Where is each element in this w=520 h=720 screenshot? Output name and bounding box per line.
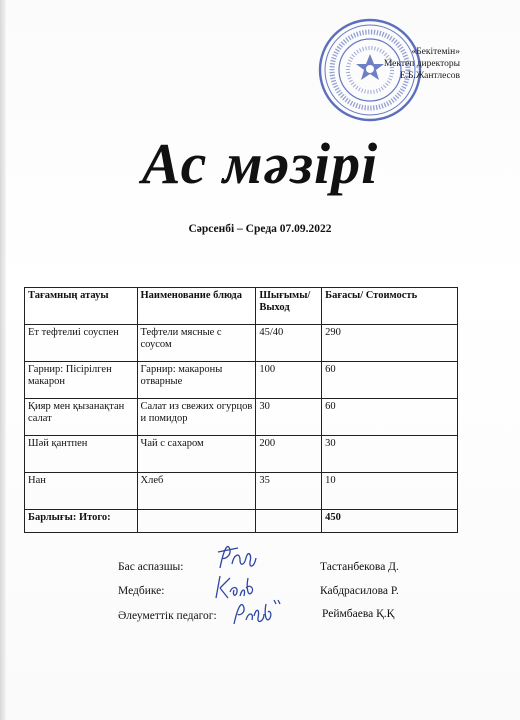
column-header: Наименование блюда	[137, 288, 256, 325]
handwritten-signature	[230, 594, 284, 630]
table-cell-empty	[137, 510, 256, 533]
table-cell: Гарнир: макароны отварные	[137, 362, 256, 399]
table-row	[25, 362, 458, 399]
column-header: Бағасы/ Стоимость	[322, 288, 458, 325]
approval-block	[360, 46, 460, 82]
table-cell: 30	[256, 399, 322, 436]
page-edge-shadow	[0, 0, 6, 720]
table-cell: Тефтели мясные с соусом	[137, 325, 256, 362]
table-cell: Салат из свежих огурцов и помидор	[137, 399, 256, 436]
table-cell: Хлеб	[137, 473, 256, 510]
table-cell-empty	[256, 510, 322, 533]
signature-name-social-pedagogue: Реймбаева Қ.Қ	[322, 608, 395, 620]
page-title: Ас мәзірі	[141, 131, 379, 196]
table-row	[25, 473, 458, 510]
table-cell: 35	[256, 473, 322, 510]
menu-table	[24, 287, 458, 533]
total-label: Барлығы: Итого:	[25, 510, 138, 533]
signature-name-chef: Тастанбекова Д.	[320, 561, 399, 573]
approval-line-1: «Бекітемін»	[411, 47, 460, 57]
table-cell: Ет тефтелиі соуспен	[25, 325, 138, 362]
table-cell: 100	[256, 362, 322, 399]
column-header: Тағамның атауы	[25, 288, 138, 325]
signature-role-social-pedagogue: Әлеуметтік педагог:	[118, 610, 217, 622]
signature-role-chef: Бас аспазшы:	[118, 561, 184, 573]
table-cell: 60	[322, 362, 458, 399]
approval-line-2: Мектеп директоры	[383, 59, 460, 69]
table-total-row	[25, 510, 458, 533]
table-row	[25, 325, 458, 362]
table-cell: Шәй қантпен	[25, 436, 138, 473]
table-cell: 60	[322, 399, 458, 436]
table-cell: 200	[256, 436, 322, 473]
table-header-row	[25, 288, 458, 325]
total-value: 450	[322, 510, 458, 533]
table-cell: 10	[322, 473, 458, 510]
column-header: Шығымы/ Выход	[256, 288, 322, 325]
table-cell: 30	[322, 436, 458, 473]
signature-name-nurse: Кабдрасилова Р.	[320, 585, 399, 597]
table-cell: Гарнир: Пісірілген макарон	[25, 362, 138, 399]
approval-line-3: Е.Б.Жантлесов	[399, 71, 460, 81]
table-row	[25, 436, 458, 473]
table-cell: Чай с сахаром	[137, 436, 256, 473]
date-subtitle: Сәрсенбі – Среда 07.09.2022	[188, 223, 332, 235]
table-row	[25, 399, 458, 436]
table-cell: 45/40	[256, 325, 322, 362]
table-cell: Қияр мен қызанақтан салат	[25, 399, 138, 436]
handwritten-signature	[214, 538, 260, 574]
signature-role-nurse: Медбике:	[118, 585, 165, 597]
table-cell: 290	[322, 325, 458, 362]
table-cell: Нан	[25, 473, 138, 510]
